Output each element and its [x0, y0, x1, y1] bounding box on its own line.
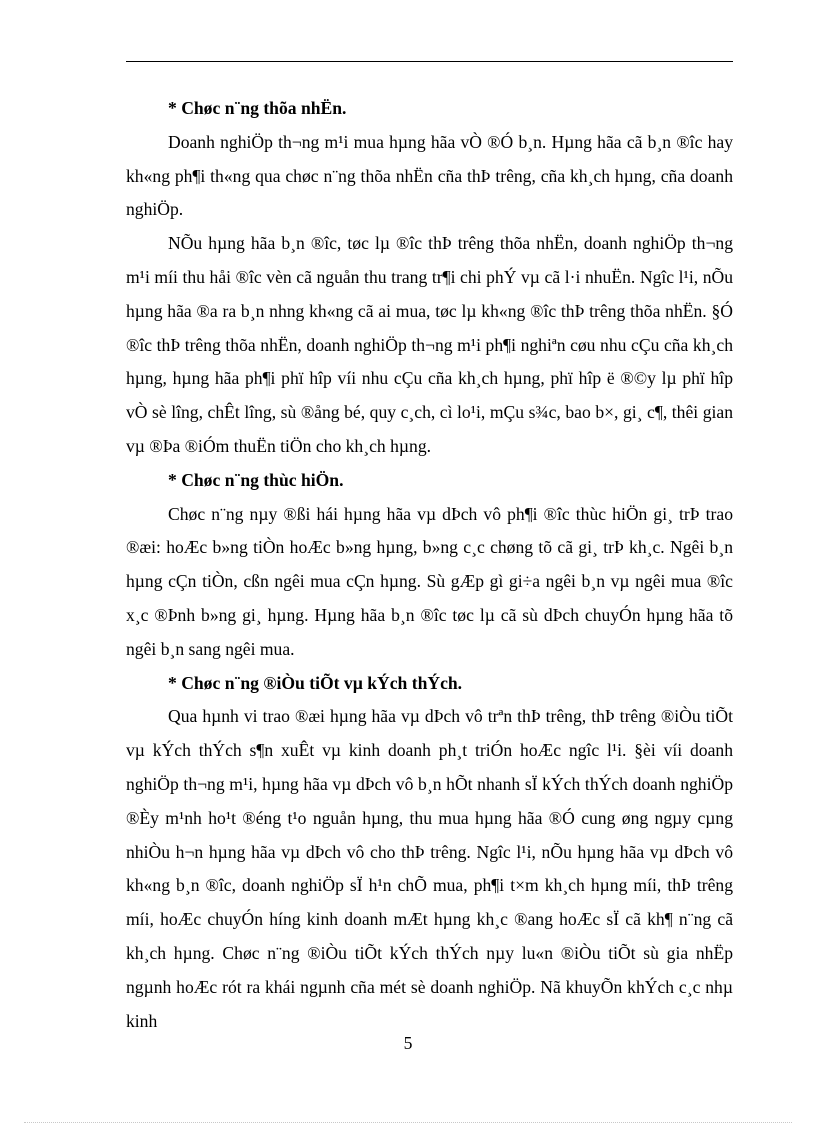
- section-heading: * Chøc n¨ng ®iÒu tiÕt vµ kÝch thÝch.: [168, 672, 463, 693]
- page-body: [126, 92, 733, 1038]
- page-number: 5: [403, 1033, 413, 1053]
- section-heading: * Chøc n¨ng thõa nhËn.: [168, 98, 347, 118]
- section-heading: * Chøc n¨ng thùc hiÖn.: [168, 469, 344, 490]
- paragraph: Doanh nghiÖp th¬ng m¹i mua hµng hãa vÒ ®Ó b¸n. Hµng hãa cã b¸n ®îc hay kh«ng ph¶i th«ng qua chøc n¨ng thõa nhËn cña thÞ trêng, cña kh¸ch hµng, cña doanh nghiÖp.: [126, 131, 733, 220]
- paragraph: Qua hµnh vi trao ®æi hµng hãa vµ dÞch vô trªn thÞ trêng, thÞ trêng ®iÒu tiÕt vµ kÝch thÝch s¶n xuÊt vµ kinh doanh ph¸t triÓn hoÆc ngîc l¹i. §èi víi doanh nghiÖp th¬ng m¹i, hµng hãa vµ dÞch vô b¸n hÕt nhanh sÏ kÝch thÝch doanh nghiÖp ®Èy m¹nh ho¹t ®éng t¹o nguån hµng, thu mua hµng hãa ®Ó cung øng ngµy cµng nhiÒu h¬n hµng hãa vµ dÞch vô cho thÞ trêng. Ngîc l¹i, nÕu hµng hãa vµ dÞch vô kh«ng b¸n ®îc, doanh nghiÖp sÏ h¹n chÕ mua, ph¶i t×m kh¸ch hµng míi, thÞ trêng míi, hoÆc chuyÓn híng kinh doanh mÆt hµng kh¸c ®ang hoÆc sÏ cã kh¶ n¨ng cã kh¸ch hµng. Chøc n¨ng ®iÒu tiÕt kÝch thÝch nµy lu«n ®iÒu tiÕt sù gia nhËp ngµnh hoÆc rót ra khái ngµnh cña mét sè doanh nghiÖp. Nã khuyÕn khÝch c¸c nhµ kinh: [126, 706, 733, 1031]
- paragraph: Chøc n¨ng nµy ®ßi hái hµng hãa vµ dÞch vô ph¶i ®îc thùc hiÖn gi¸ trÞ trao ®æi: hoÆc b»ng tiÒn hoÆc b»ng hµng, b»ng c¸c chøng tõ cã gi¸ trÞ kh¸c. Ngêi b¸n hµng cÇn tiÒn, cßn ngêi mua cÇn hµng. Sù gÆp gì gi÷a ngêi b¸n vµ ngêi mua ®îc x¸c ®Þnh b»ng gi¸ hµng. Hµng hãa b¸n ®îc tøc lµ cã sù dÞch chuyÓn hµng hãa tõ ngêi b¸n sang ngêi mua.: [126, 503, 733, 659]
- paragraph: NÕu hµng hãa b¸n ®îc, tøc lµ ®îc thÞ trêng thõa nhËn, doanh nghiÖp th¬ng m¹i míi thu håi ®îc vèn cã nguån thu trang tr¶i chi phÝ vµ cã l·i nhuËn. Ngîc l¹i, nÕu hµng hãa ®a ra b¸n nhng kh«ng cã ai mua, tøc lµ kh«ng ®îc thÞ trêng thõa nhËn. §Ó ®îc thÞ trêng thõa nhËn, doanh nghiÖp th¬ng m¹i ph¶i nghiªn cøu nhu cÇu cña kh¸ch hµng, hµng hãa ph¶i phï hîp víi nhu cÇu cña kh¸ch hµng, phï hîp ë ®©y lµ phï hîp vÒ sè lîng, chÊt lîng, sù ®ång bé, quy c¸ch, cì lo¹i, mÇu s¾c, bao b×, gi¸ c¶, thêi gian vµ ®Þa ®iÓm thuËn tiÖn cho kh¸ch hµng.: [126, 233, 733, 456]
- header-rule: [126, 61, 733, 62]
